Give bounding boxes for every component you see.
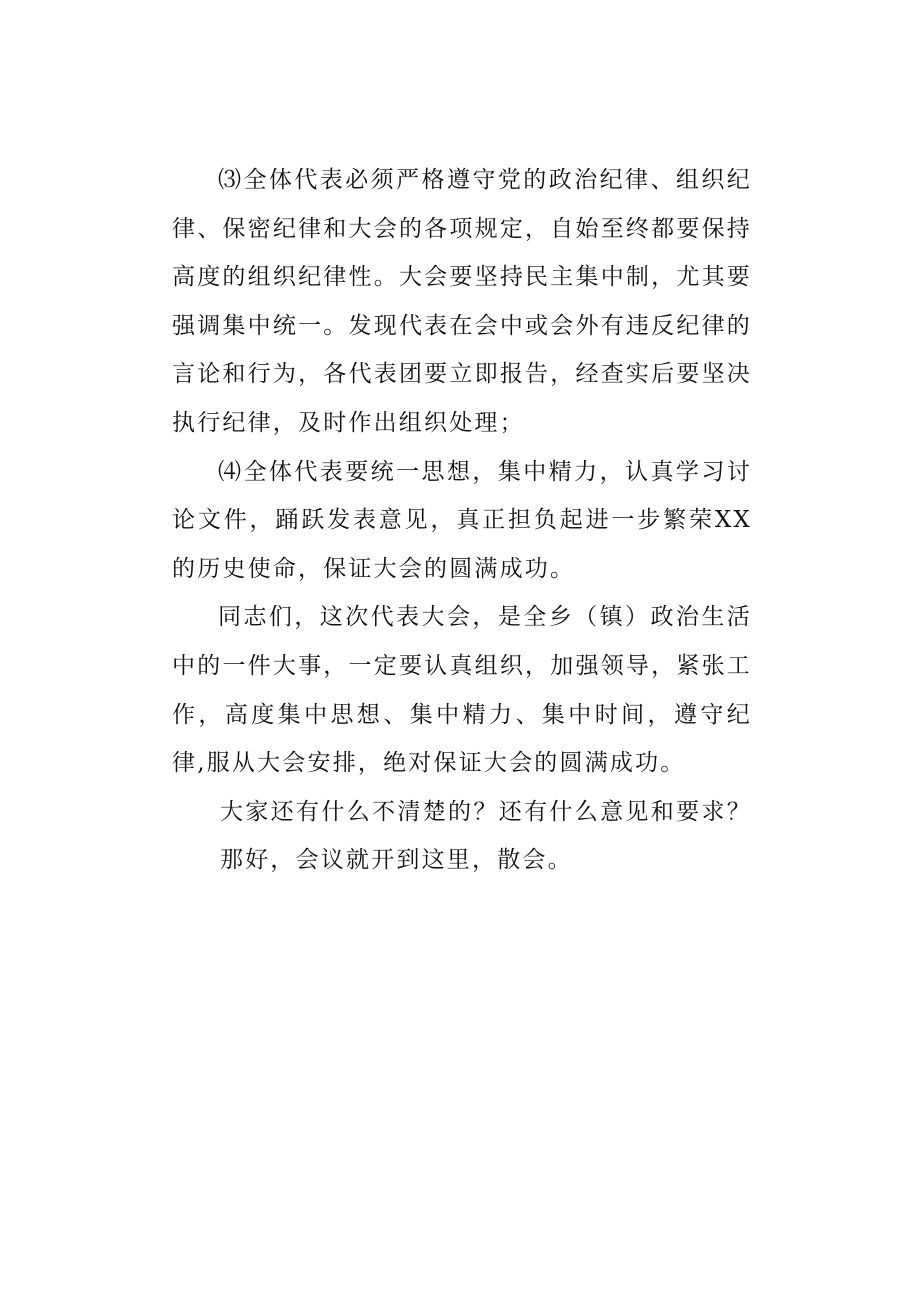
- paragraph-item-3: ⑶全体代表必须严格遵守党的政治纪律、组织纪律、保密纪律和大会的各项规定，自始至终都要保持高度的组织纪律性。大会要坚持民主集中制，尤其要强调集中统一。发现代表在会中或会外有违反纪律的言论和行为，各代表团要立即报告，经查实后要坚决执行纪律，及时作出组织处理；: [172, 167, 752, 436]
- paragraph-closing: 大家还有什么不清楚的？还有什么意见和要求？那好，会议就开到这里，散会。: [220, 798, 752, 874]
- document-body: [172, 156, 752, 885]
- paragraph-comrades: 同志们，这次代表大会，是全乡（镇）政治生活中的一件大事，一定要认真组织，加强领导，紧张工作，高度集中思想、集中精力、集中时间，遵守纪律,服从大会安排，绝对保证大会的圆满成功。: [172, 604, 752, 777]
- paragraph-item-4: ⑷全体代表要统一思想，集中精力，认真学习讨论文件，踊跃发表意见，真正担负起进一步繁荣XX的历史使命，保证大会的圆满成功。: [172, 458, 752, 582]
